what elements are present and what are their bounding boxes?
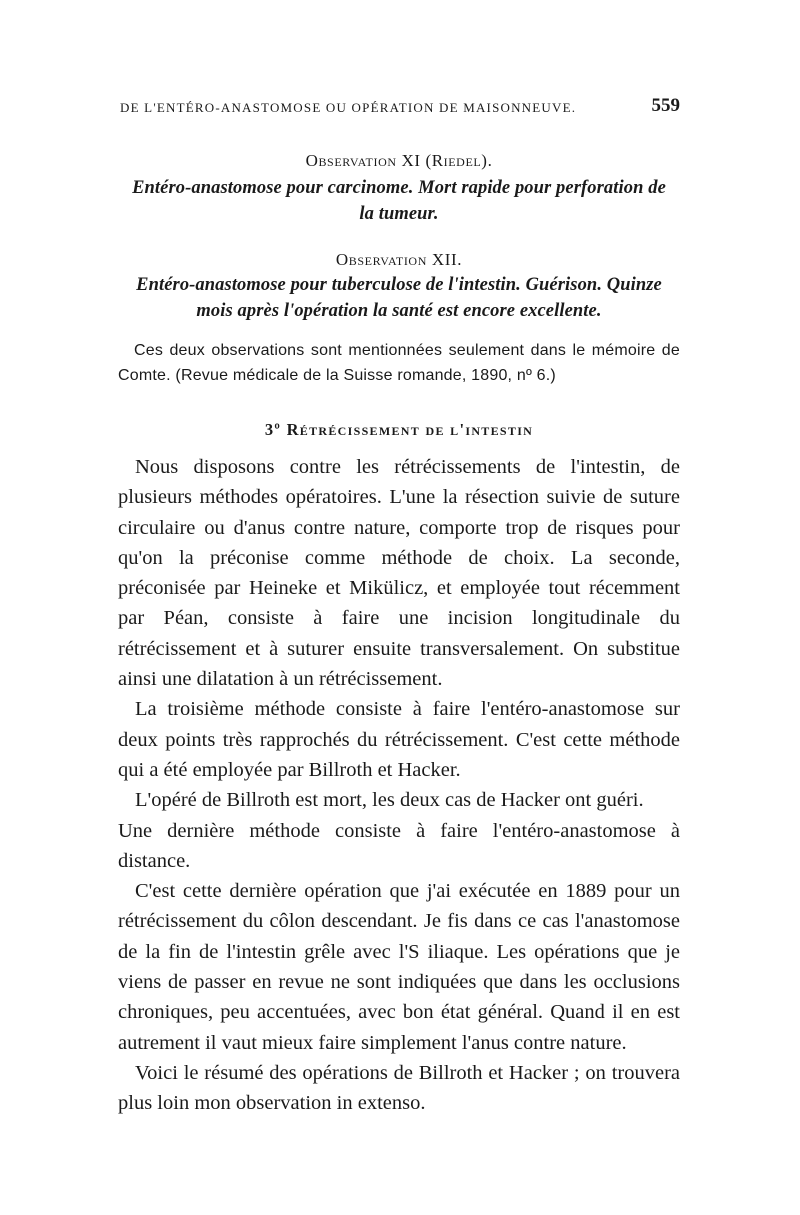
observation-12-title: Observation XII. (335, 250, 463, 269)
observation-11 (118, 151, 680, 227)
body-text (118, 452, 680, 1119)
running-header (120, 95, 680, 117)
paragraph: Voici le résumé des opérations de Billroth et Hacker ; on trouvera plus loin mon observation in extenso. (118, 1061, 680, 1115)
paragraph: L'opéré de Billroth est mort, les deux cas de Hacker ont guéri. (135, 789, 644, 812)
observation-12-subtitle: Entéro-anastomose pour tuberculose de l'intestin. Guérison. Quinze mois après l'opération la santé est encore excellente. (136, 275, 662, 321)
observation-12 (118, 250, 680, 324)
page-number: 559 (651, 95, 680, 116)
running-title: DE L'ENTÉRO-ANASTOMOSE OU OPÉRATION DE MAISONNEUVE. (120, 100, 577, 115)
paragraph: C'est cette dernière opération que j'ai exécutée en 1889 pour un rétrécissement du côlon descendant. Je fis dans ce cas l'anastomose de la fin de l'intestin grêle avec l'S iliaque. Les opérations que je viens de passer en revue ne sont indiquées que dans les occlusions chroniques, peu accentuées, avec bon état général. Quand il en est autrement il vaut mieux faire simplement l'anus contre nature. (118, 880, 680, 1054)
observation-11-subtitle: Entéro-anastomose pour carcinome. Mort rapide pour perforation de la tumeur. (132, 178, 666, 224)
paragraph: Nous disposons contre les rétrécissements de l'intestin, de plusieurs méthodes opératoires. L'une la résection suivie de suture circulaire ou d'anus contre nature, comporte trop de risques pour qu'on la préconise comme méthode de choix. La seconde, préconisée par Heineke et Mikülicz, et employée tout récemment par Péan, consiste à faire une incision longitudinale du rétrécissement et à suturer ensuite transversalement. On substitue ainsi une dilatation à un rétrécissement. (118, 456, 680, 691)
paragraph: La troisième méthode consiste à faire l'entéro-anastomose sur deux points très rapprochés du rétrécissement. C'est cette méthode qui a été employée par Billroth et Hacker. (118, 698, 680, 781)
observation-11-title: Observation XI (Riedel). (305, 151, 493, 170)
paragraph: Une dernière méthode consiste à faire l'entéro-anastomose à distance. (118, 819, 680, 872)
section-heading: 3º Rétrécissement de l'intestin (264, 420, 534, 439)
observation-note: Ces deux observations sont mentionnées seulement dans le mémoire de Comte. (Revue médicale de la Suisse romande, 1890, nº 6.) (118, 342, 680, 384)
